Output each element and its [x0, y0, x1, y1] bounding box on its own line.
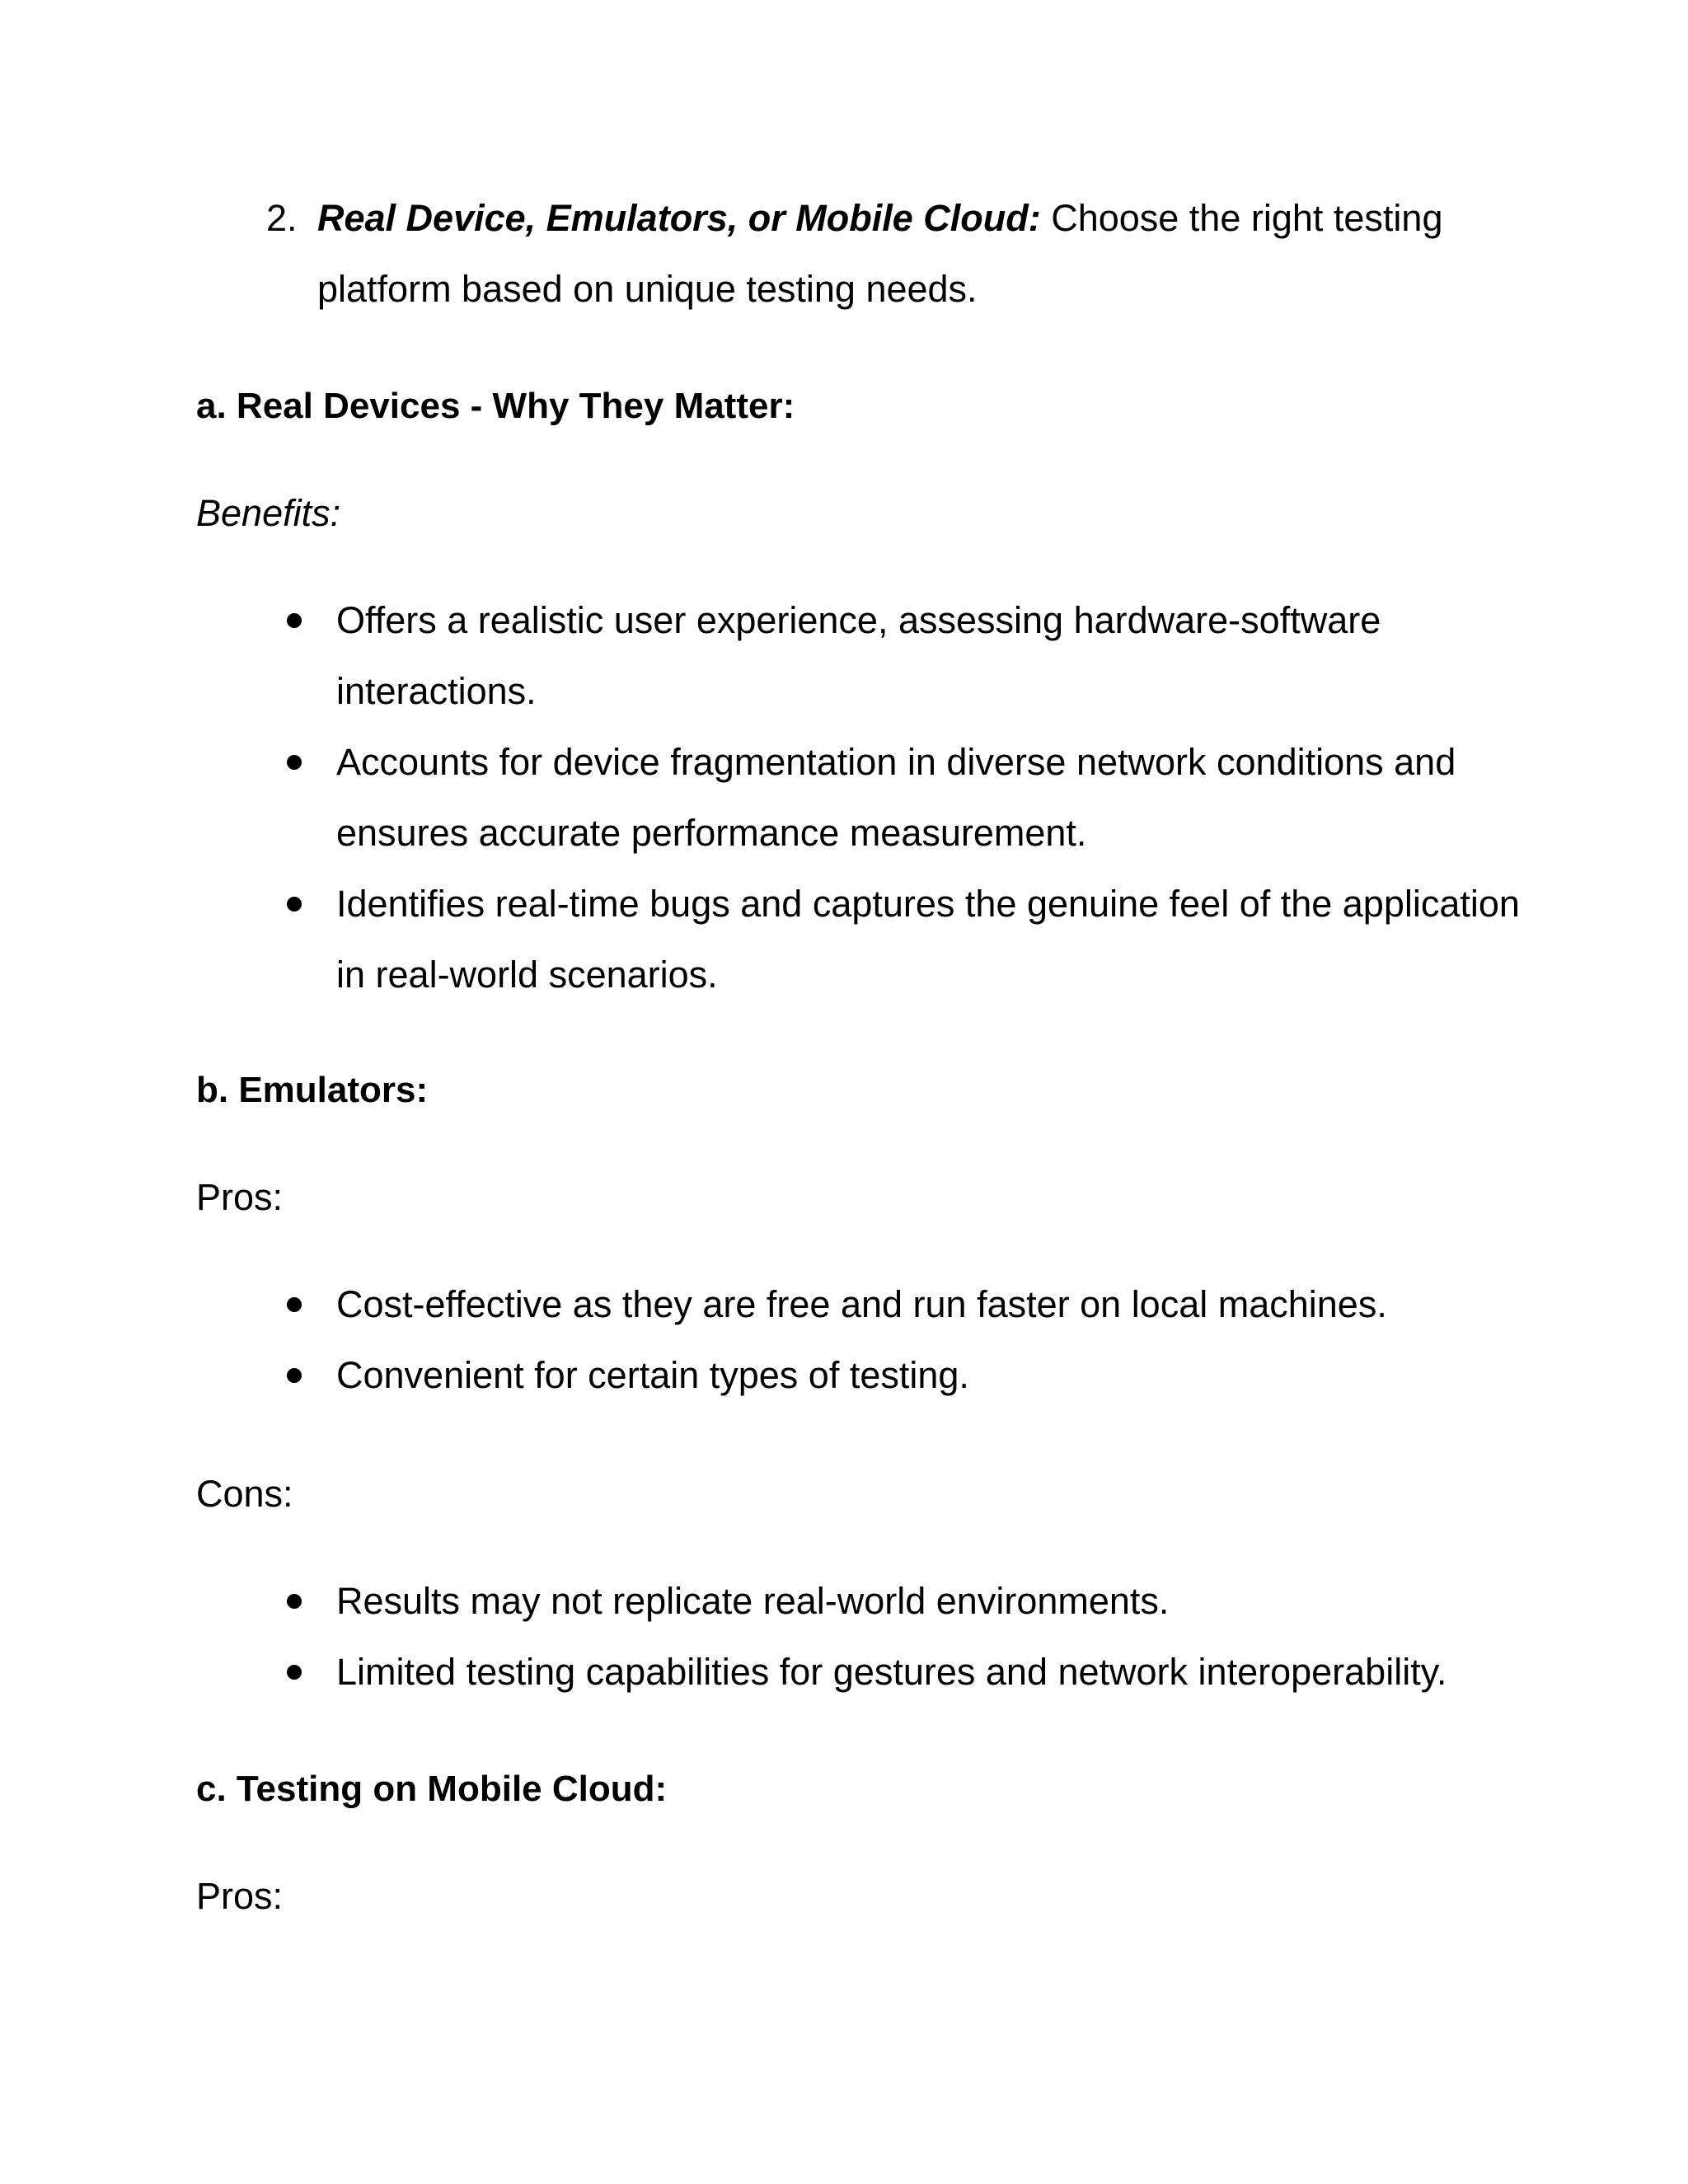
bullet-icon [287, 755, 302, 770]
numbered-item-title: Real Device, Emulators, or Mobile Cloud: [317, 197, 1041, 239]
bullet-icon [287, 1368, 302, 1383]
numbered-item-body: Choose the right testing platform based on unique testing needs. [317, 197, 1443, 310]
list-item [0, 1566, 1688, 1637]
list-item [0, 1340, 1688, 1411]
list-item [0, 1269, 1688, 1340]
section-b-cons [0, 1566, 1688, 1708]
bullet-icon [287, 1594, 302, 1609]
section-a-label: Benefits: [196, 492, 341, 534]
bullet-icon [287, 1665, 302, 1680]
section-c-heading: c. Testing on Mobile Cloud: [196, 1769, 668, 1809]
bullet-text: Cost-effective as they are free and run faster on local machines. [336, 1283, 1387, 1325]
bullet-icon [287, 1297, 302, 1312]
bullet-text: Results may not replicate real-world environments. [336, 1580, 1170, 1622]
section-b-cons-label: Cons: [196, 1473, 293, 1515]
section-b-pros-label: Pros: [196, 1176, 284, 1218]
section-a-heading: a. Real Devices - Why They Matter: [196, 386, 795, 426]
bullet-text: Convenient for certain types of testing. [336, 1354, 969, 1396]
section-b-heading: b. Emulators: [196, 1070, 429, 1110]
list-item [0, 727, 1688, 869]
list-item [0, 1637, 1688, 1708]
bullet-icon [287, 897, 302, 912]
list-item [0, 869, 1688, 1010]
bullet-text: Offers a realistic user experience, assessing hardware-software interactions. [336, 599, 1381, 712]
list-number: 2. [266, 197, 298, 239]
section-b-pros [0, 1269, 1688, 1411]
list-item [0, 585, 1688, 727]
section-c-pros-label: Pros: [196, 1875, 284, 1917]
bullet-text: Accounts for device fragmentation in diverse network conditions and ensures accurate performance measurement. [336, 741, 1456, 854]
section-a-bullets [0, 585, 1688, 1010]
numbered-item-text [317, 183, 1471, 325]
bullet-text: Limited testing capabilities for gestures and network interoperability. [336, 1651, 1447, 1693]
bullet-text: Identifies real-time bugs and captures the genuine feel of the application in real-world scenarios. [336, 883, 1520, 996]
bullet-icon [287, 613, 302, 628]
